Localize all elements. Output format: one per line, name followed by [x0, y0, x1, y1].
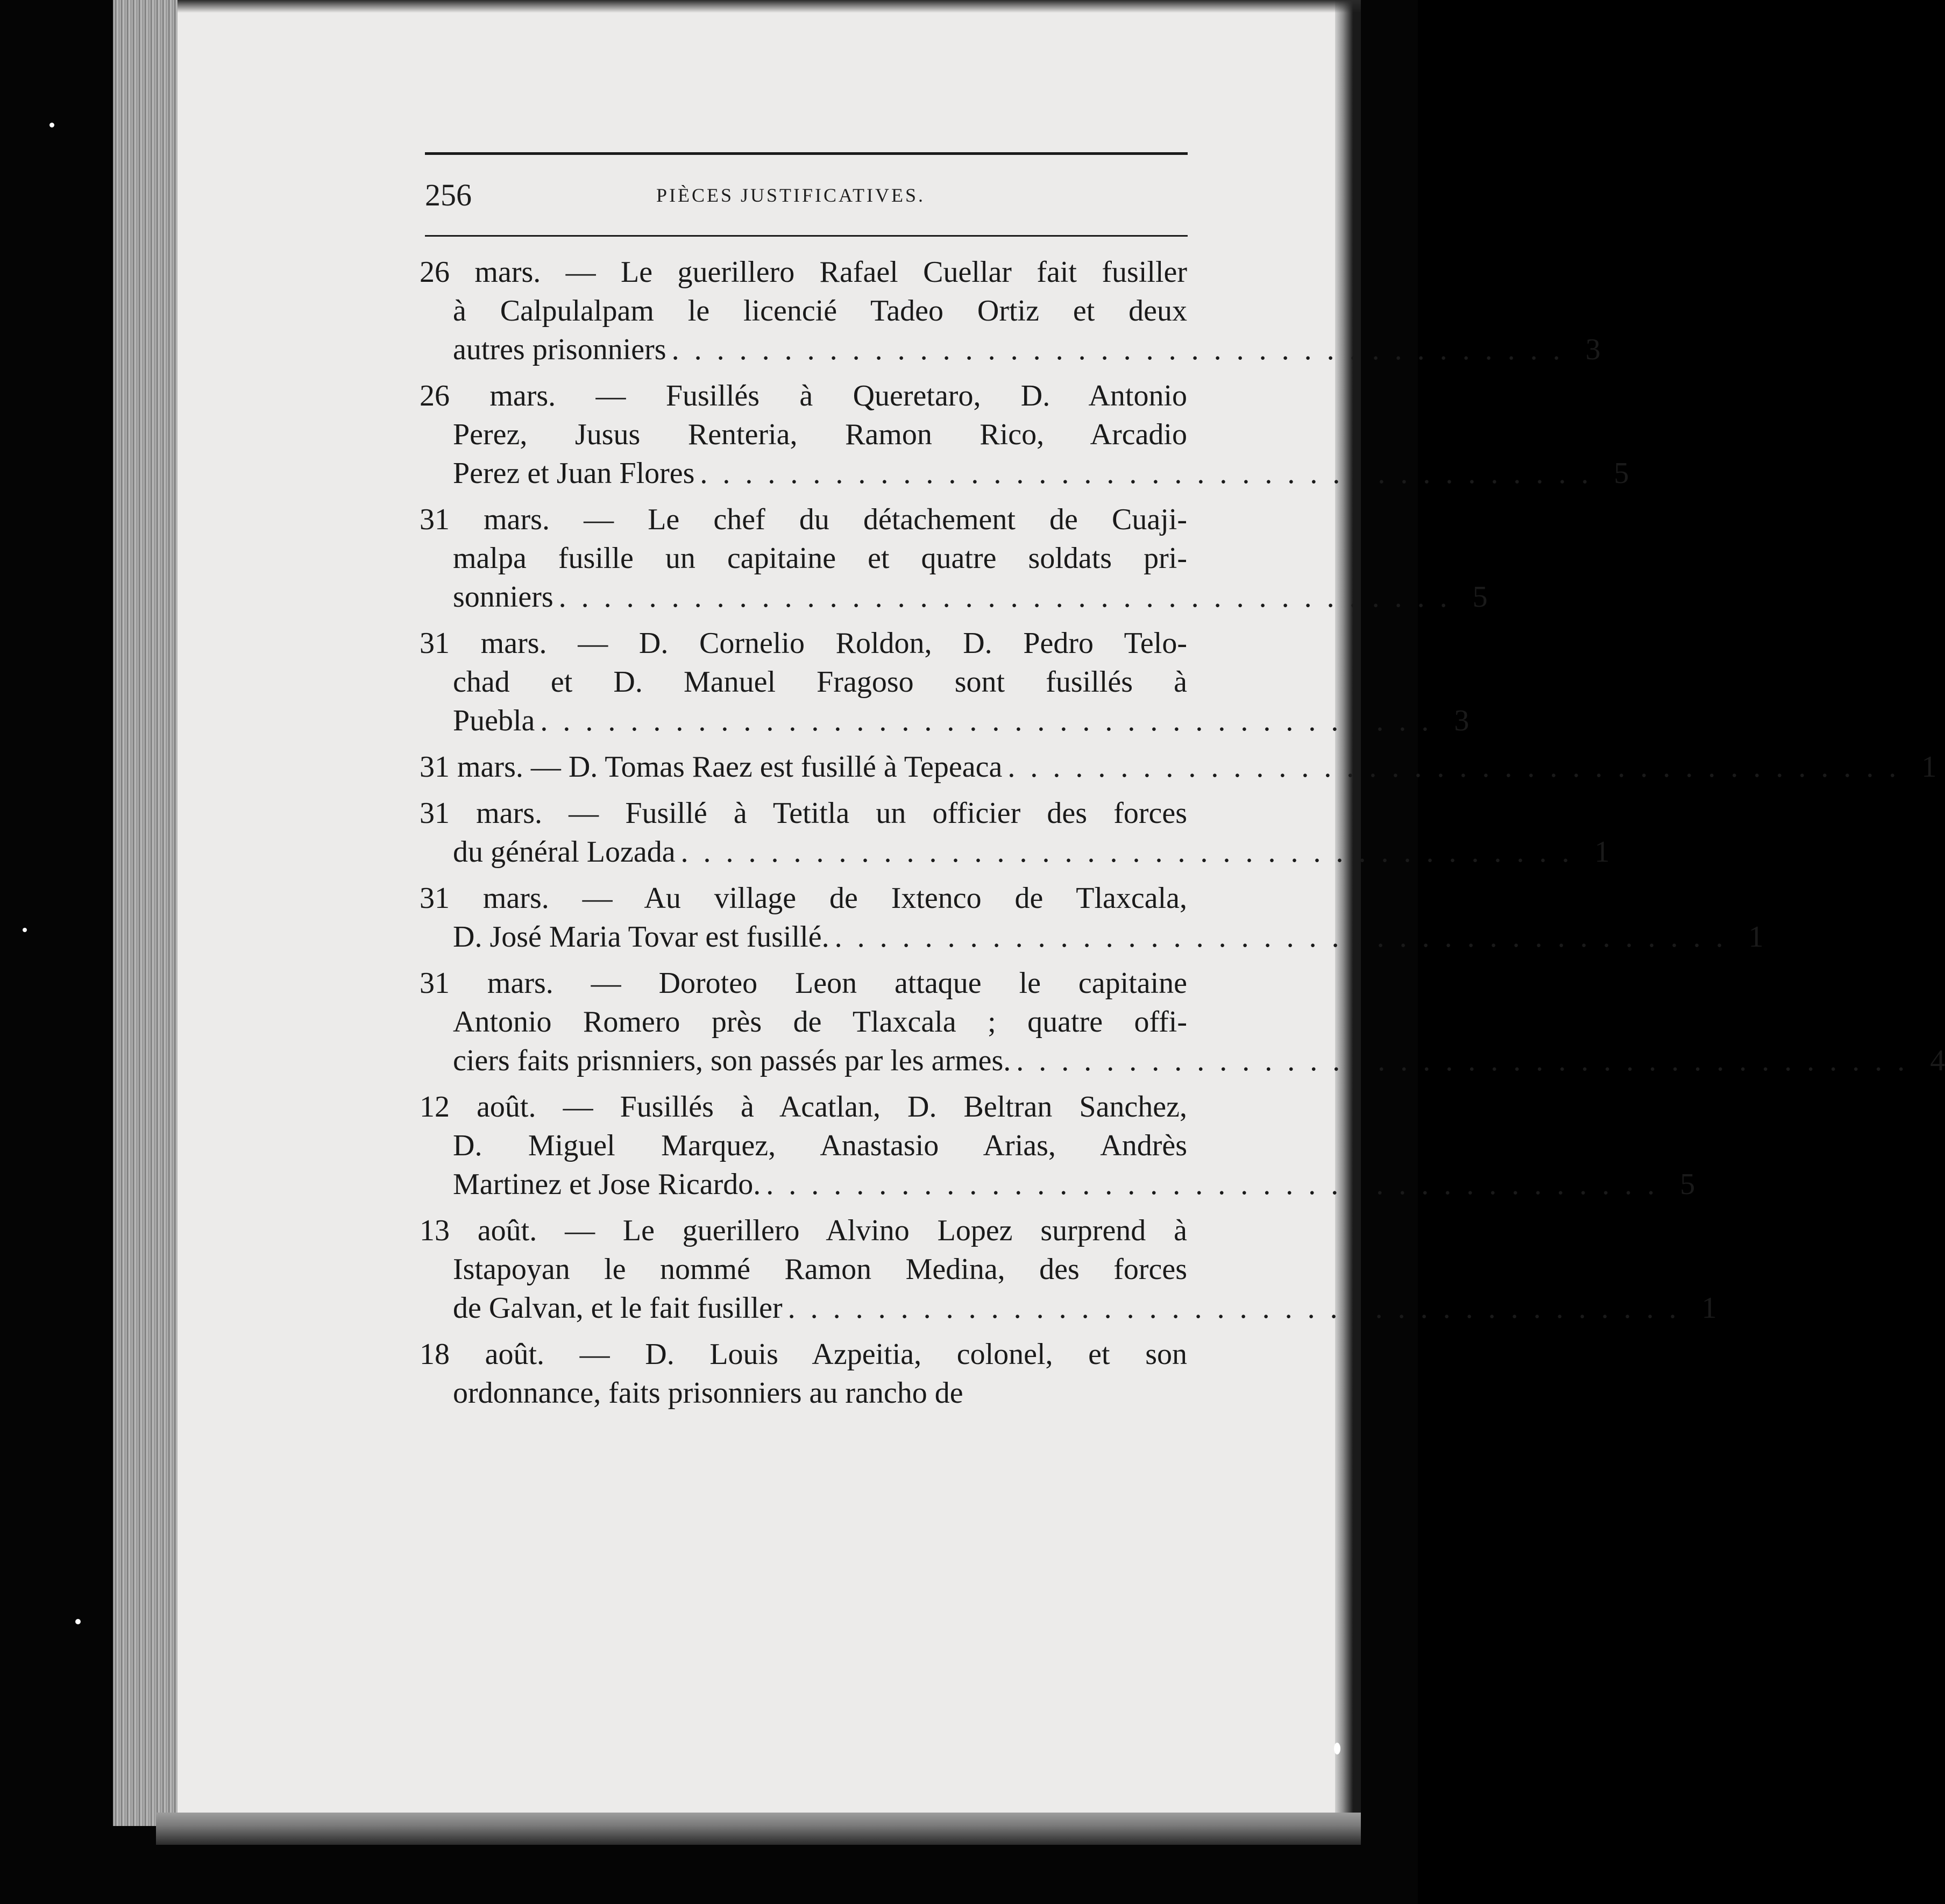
- entry-text: Martinez et Jose Ricardo.: [453, 1168, 761, 1201]
- entry-item: [420, 1211, 1717, 1327]
- entry-leader-row: [453, 918, 1764, 956]
- entry-text: 31 mars. — D. Tomas Raez est fusillé à Tepeaca: [420, 750, 1003, 784]
- running-head: [425, 171, 1188, 219]
- dot-leader: . . . . . . . . . . . . . . . . . . . . . . . . . . . . . . . . . . . . . . . .: [834, 920, 1723, 954]
- victim-count: 5: [1680, 1168, 1695, 1201]
- entry-item: [420, 376, 1629, 493]
- entry-item: [420, 1335, 1194, 1412]
- dot-leader: . . . . . . . . . . . . . . . . . . . . . . . . . . . . . . . . . . . . . . . .: [700, 457, 1589, 490]
- entry-line: D. Miguel Marquez, Anastasio Arias, Andrès: [453, 1129, 1187, 1162]
- entry-text: sonniers: [453, 580, 553, 614]
- entry-leader-row: [453, 1165, 1695, 1204]
- victim-count: 1: [1594, 835, 1610, 869]
- dot-leader: . . . . . . . . . . . . . . . . . . . . . . . . . . . . . . . . . . . . . . . .: [671, 333, 1560, 366]
- entry-leader-row: [453, 1041, 1945, 1080]
- entry-leader-row: [453, 701, 1470, 740]
- entry-text: de Galvan, et le fait fusiller: [453, 1291, 783, 1325]
- entry-leader-row: [420, 748, 1937, 786]
- entry-text: autres prisonniers: [453, 333, 666, 366]
- victim-count: 1: [1921, 750, 1937, 784]
- entry-item: [420, 624, 1470, 740]
- entry-line: 26 mars. — Le guerillero Rafael Cuellar fait fusiller: [420, 255, 1187, 289]
- entry-item: [420, 748, 1937, 786]
- entry-line: malpa fusille un capitaine et quatre soldats pri-: [453, 542, 1187, 575]
- scan-speck: [75, 1619, 81, 1624]
- entry-line: Antonio Romero près de Tlaxcala ; quatre offi-: [453, 1005, 1187, 1039]
- victim-count: 5: [1614, 457, 1629, 490]
- header-rule: [425, 152, 1188, 155]
- entry-line: 31 mars. — Doroteo Leon attaque le capitaine: [420, 967, 1187, 1000]
- entry-line: à Calpulalpam le licencié Tadeo Ortiz et deux: [453, 294, 1187, 328]
- entry-leader-row: [453, 454, 1629, 493]
- header-underline: [425, 235, 1188, 237]
- scan-speck: [49, 123, 54, 127]
- entry-item: [420, 794, 1610, 871]
- entry-leader-row: [453, 578, 1488, 616]
- entry-line: 12 août. — Fusillés à Acatlan, D. Beltran Sanchez,: [420, 1090, 1187, 1124]
- page-gutter-right: [1335, 0, 1361, 1826]
- entry-leader-row: [453, 1289, 1717, 1327]
- entry-line: 31 mars. — Le chef du détachement de Cuaji-: [420, 503, 1187, 536]
- dot-leader: . . . . . . . . . . . . . . . . . . . . . . . . . . . . . . . . . . . . . . . .: [1007, 750, 1897, 784]
- victim-count: 5: [1472, 580, 1488, 614]
- running-title: PIÈCES JUSTIFICATIVES.: [656, 184, 926, 206]
- dot-leader: . . . . . . . . . . . . . . . . . . . . . . . . . . . . . . . . . . . . . . . .: [787, 1291, 1677, 1325]
- entry-text: ciers faits prisnniers, son passés par les armes.: [453, 1044, 1011, 1077]
- entry-line: 26 mars. — Fusillés à Queretaro, D. Antonio: [420, 379, 1187, 413]
- scan-speck: [23, 928, 27, 932]
- victim-count: 3: [1454, 704, 1470, 737]
- entry-item: [420, 964, 1945, 1080]
- entry-line: Perez, Jusus Renteria, Ramon Rico, Arcadio: [453, 418, 1187, 451]
- entry-item: [420, 879, 1764, 956]
- entry-item: [420, 1088, 1695, 1204]
- entry-line: 31 mars. — Au village de Ixtenco de Tlaxcala,: [420, 882, 1187, 915]
- entry-text: D. José Maria Tovar est fusillé.: [453, 920, 829, 954]
- page-number: 256: [425, 177, 472, 212]
- entry-line: chad et D. Manuel Fragoso sont fusillés à: [453, 665, 1187, 699]
- top-shadow: [178, 0, 1361, 13]
- victim-count: 1: [1748, 920, 1764, 954]
- dot-leader: . . . . . . . . . . . . . . . . . . . . . . . . . . . . . . . . . . . . . . . .: [766, 1168, 1655, 1201]
- victim-count: 4: [1930, 1044, 1945, 1077]
- entry-line: Istapoyan le nommé Ramon Medina, des forces: [453, 1253, 1187, 1286]
- victim-count: 3: [1585, 333, 1601, 366]
- entry-leader-row: [453, 833, 1610, 871]
- entry-leader-row: [453, 330, 1601, 369]
- dot-leader: . . . . . . . . . . . . . . . . . . . . . . . . . . . . . . . . . . . . . . . .: [540, 704, 1429, 737]
- entry-line: 18 août. — D. Louis Azpeitia, colonel, et son: [420, 1338, 1187, 1371]
- entry-text: du général Lozada: [453, 835, 676, 869]
- dot-leader: . . . . . . . . . . . . . . . . . . . . . . . . . . . . . . . . . . . . . . . .: [558, 580, 1447, 614]
- entry-text: Puebla: [453, 704, 535, 737]
- page-bottom-edge: [156, 1813, 1361, 1845]
- page-edges: [113, 0, 183, 1826]
- entry-line: ordonnance, faits prisonniers au rancho de: [453, 1376, 963, 1410]
- entry-text: Perez et Juan Flores: [453, 457, 695, 490]
- entry-item: [420, 500, 1488, 616]
- victim-count: 1: [1701, 1291, 1717, 1325]
- dot-leader: . . . . . . . . . . . . . . . . . . . . . . . . . . . . . . . . . . . . . . . .: [1016, 1044, 1905, 1077]
- scan-speck: [1334, 1743, 1340, 1754]
- dot-leader: . . . . . . . . . . . . . . . . . . . . . . . . . . . . . . . . . . . . . . . .: [680, 835, 1570, 869]
- entry-line: 31 mars. — D. Cornelio Roldon, D. Pedro Telo-: [420, 627, 1187, 660]
- entry-line: 31 mars. — Fusillé à Tetitla un officier des forces: [420, 797, 1187, 830]
- entry-line: 13 août. — Le guerillero Alvino Lopez surprend à: [420, 1214, 1187, 1247]
- entry-item: [420, 253, 1601, 369]
- entry-list: [420, 253, 1945, 1420]
